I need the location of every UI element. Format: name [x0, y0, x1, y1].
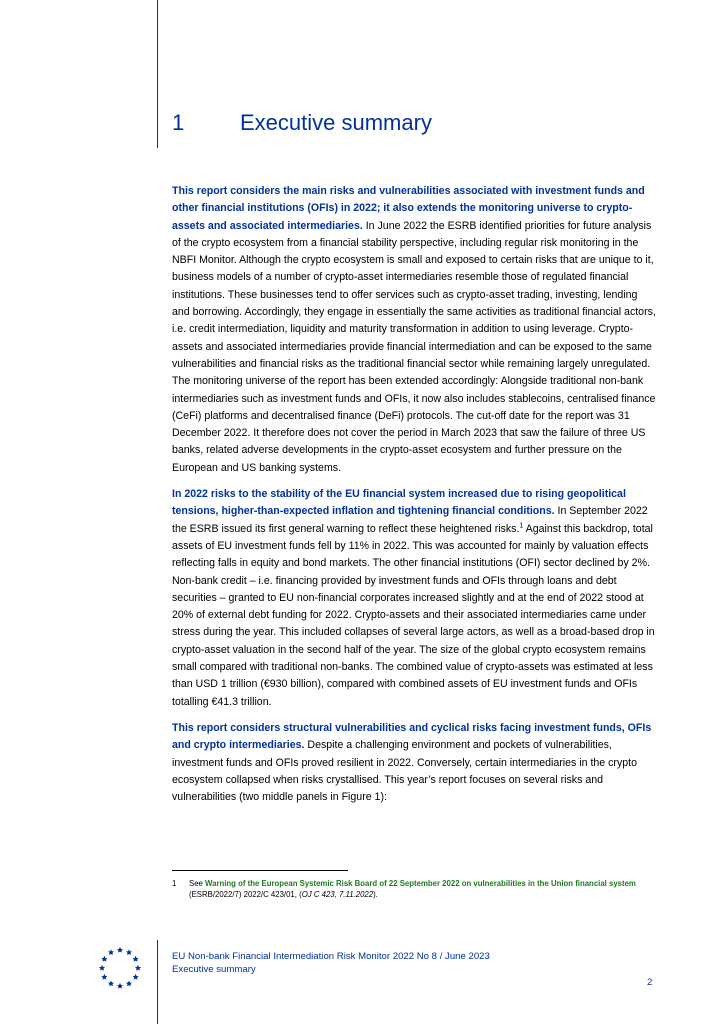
- footnote-divider: [172, 870, 348, 871]
- footnote-link[interactable]: Warning of the European Systemic Risk Board of 22 September 2022 on vulnerabilities in the Union financial system: [205, 879, 636, 888]
- body-text: [172, 183, 656, 815]
- paragraph-1-text: In June 2022 the ESRB identified priorities for future analysis of the crypto ecosystem from a financial stability perspective, including regular risk monitoring in the NBFI Monitor. Although the crypto ecosystem is small and exposed to certain risks that are unique to it, business models of a number of crypto-asset intermediaries resemble those of regulated financial institutions. These businesses tend to offer services such as crypto-asset trading, investing, lending and borrowing. Accordingly, they engage in essentially the same activities as traditional financial actors, i.e. credit intermediation, liquidity and maturity transformation in addition to using leverage. Crypto-assets and associated intermediaries provide financial intermediation and can be exposed to the same vulnerabilities and financial risks as the traditional financial sector while remaining largely unregulated. The monitoring universe of the report has been extended accordingly: Alongside traditional non-bank intermediaries such as investment funds and OFIs, it now also includes stablecoins, centralised finance (CeFi) platforms and decentralised finance (DeFi) protocols. The cut-off date for the report was 31 December 2022. It therefore does not cover the period in March 2023 that saw the failure of three US banks, related adverse developments in the crypto-asset ecosystem and further pressure on the European and US banking systems.: [172, 219, 656, 474]
- eu-star-icon: [101, 956, 107, 962]
- margin-rule-top: [157, 0, 158, 148]
- eu-star-icon: [108, 980, 114, 986]
- footnote-text: [189, 878, 656, 900]
- page-footer: [172, 951, 490, 976]
- paragraph-2: [172, 486, 656, 711]
- page-number: 2: [647, 977, 653, 988]
- footnote-citation[interactable]: OJ C 423, 7.11.2022: [301, 890, 374, 899]
- chapter-number: 1: [172, 110, 185, 135]
- paragraph-2-text-b: Against this backdrop, total assets of EU investment funds fell by 11% in 2022. This was accounted for mainly by valuation effects reflecting falls in equity and bond markets. The other financial institutions (OFI) sector declined by 2%. Non-bank credit – i.e. financing provided by investment funds and OFIs through loans and debt securities – granted to EU non-financial corporates increased slightly and at the end of 2022 stood at 20% of external debt funding for 2022. Crypto-assets and their associated intermediaries came under stress during the year. This included collapses of several large actors, as well as a broad-based drop in crypto-asset valuation in the second half of the year. The size of the global crypto ecosystem remains small compared with traditional non-banks. The combined value of crypto-assets was estimated at less than USD 1 trillion (€930 billion), compared with combined assets of EU investment funds and OFIs totalling €41.3 trillion.: [172, 522, 655, 708]
- margin-rule-bottom: [157, 940, 158, 1024]
- paragraph-2-text-a: In September 2022 the ESRB issued its first general warning to reflect these heightened risks.: [172, 505, 648, 535]
- footnote-prefix: See: [189, 879, 206, 888]
- paragraph-1: [172, 183, 656, 477]
- chapter-title: Executive summary: [240, 110, 432, 135]
- eu-star-icon: [117, 947, 123, 953]
- footnote: [172, 878, 656, 900]
- eu-star-icon: [101, 974, 107, 980]
- paragraph-1-lead: This report considers the main risks and vulnerabilities associated with investment funds and other financial institutions (OFIs) in 2022; it also extends the monitoring universe to crypto-assets and associated intermediaries.: [172, 185, 645, 232]
- paragraph-2-lead: In 2022 risks to the stability of the EU financial system increased due to rising geopolitical tensions, higher-than-expected inflation and tightening financial conditions.: [172, 488, 626, 518]
- footnote-number: 1: [172, 879, 177, 888]
- eu-star-icon: [135, 965, 141, 971]
- paragraph-3: [172, 720, 656, 806]
- chapter-heading: [172, 110, 432, 136]
- eu-star-icon: [99, 965, 105, 971]
- paragraph-3-text: Despite a challenging environment and pockets of vulnerabilities, investment funds and OFIs proved resilient in 2022. Conversely, certain intermediaries in the crypto ecosystem collapsed when risks crystallised. This year’s report focuses on several risks and vulnerabilities (two middle panels in Figure 1):: [172, 739, 637, 804]
- eu-stars-logo: [97, 945, 143, 991]
- eu-star-icon: [117, 983, 123, 989]
- eu-star-icon: [133, 974, 139, 980]
- eu-star-icon: [133, 956, 139, 962]
- footer-section-title: Executive summary: [172, 963, 256, 975]
- paragraph-3-lead: This report considers structural vulnerabilities and cyclical risks facing investment funds, OFIs and crypto intermediaries.: [172, 721, 652, 752]
- eu-star-icon: [108, 949, 114, 955]
- eu-star-icon: [126, 980, 132, 986]
- eu-star-icon: [126, 949, 132, 955]
- footnote-middle: (ESRB/2022/7) 2022/C 423/01, (: [189, 890, 302, 899]
- footnote-reference[interactable]: 1: [519, 522, 524, 530]
- footnote-suffix: ).: [373, 890, 378, 899]
- footer-publication-title: EU Non-bank Financial Intermediation Risk Monitor 2022 No 8 / June 2023: [172, 951, 490, 962]
